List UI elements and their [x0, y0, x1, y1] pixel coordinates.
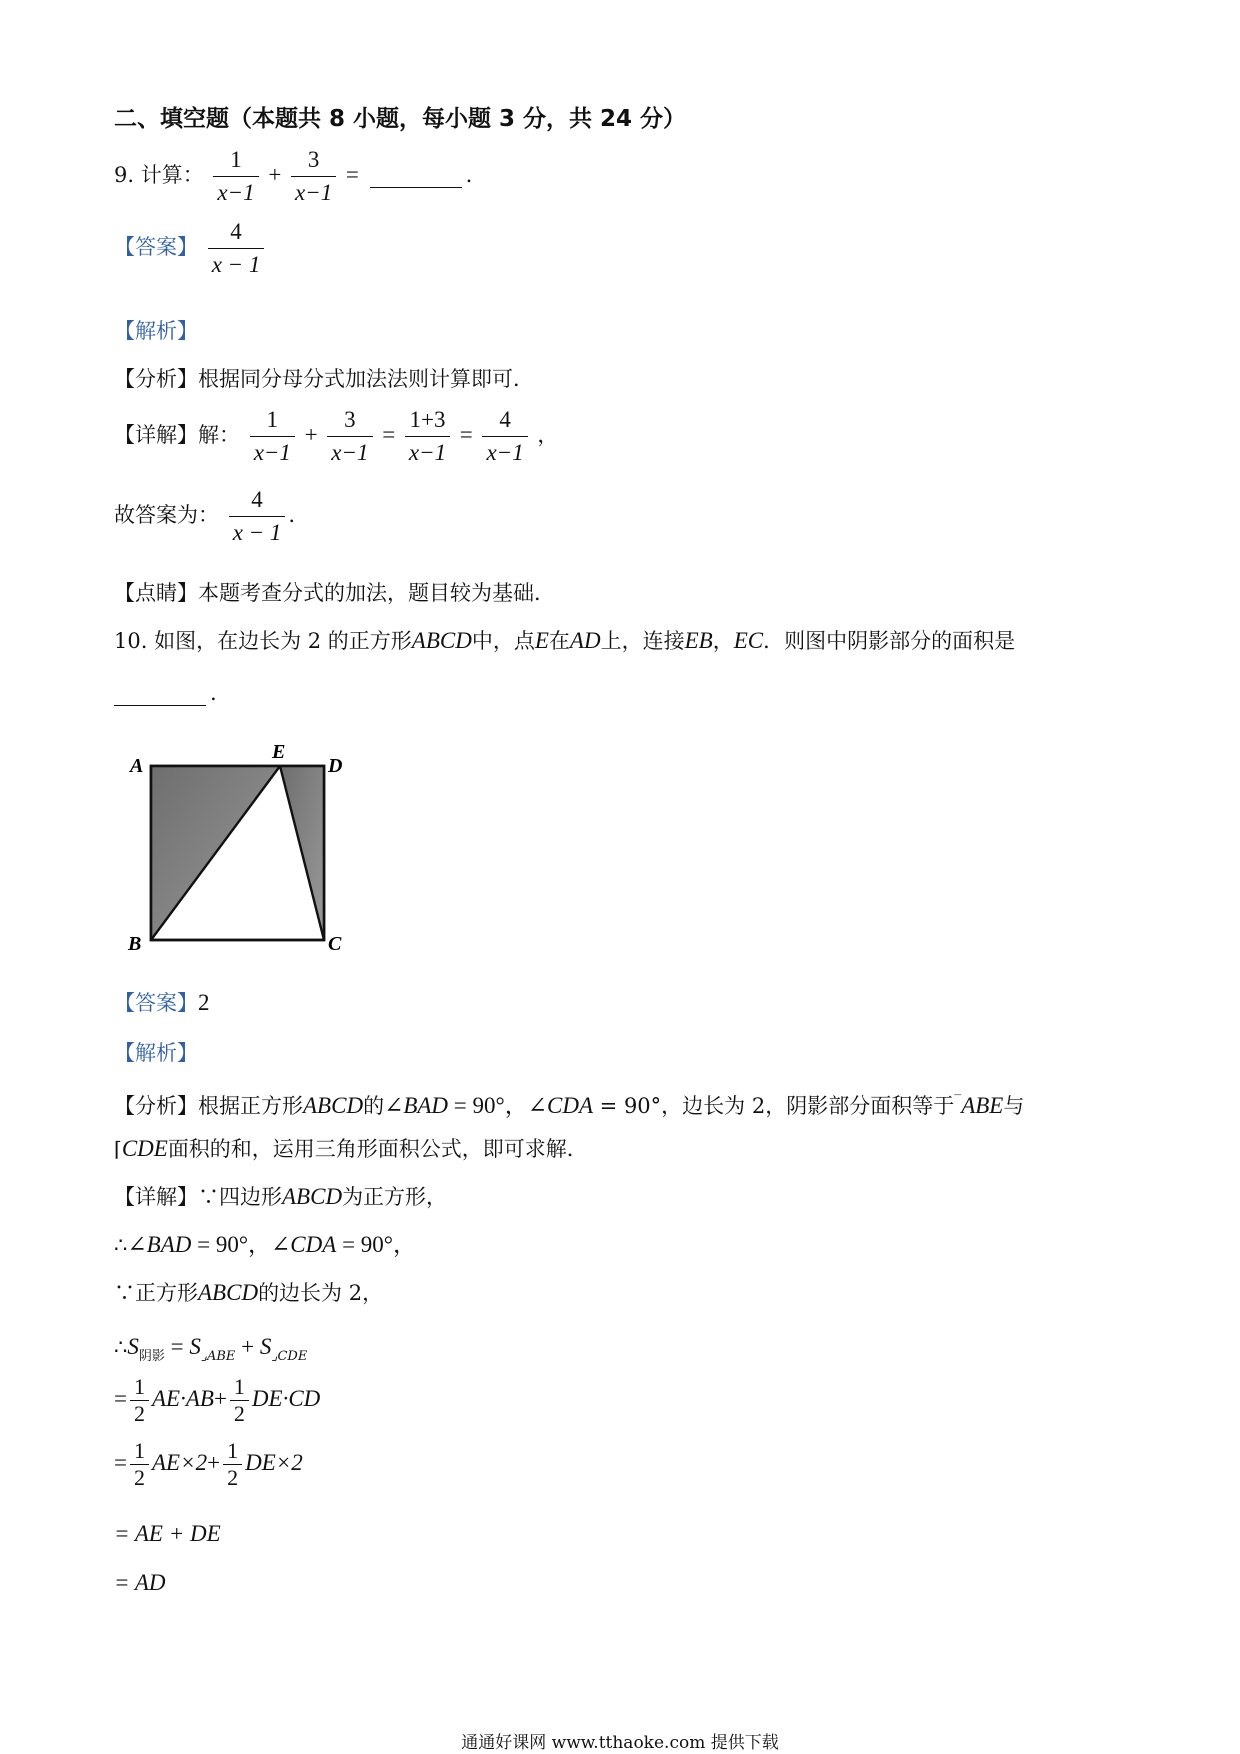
- q10-detail-line-3: ∵正方形ABCD的边长为 2，: [114, 1280, 384, 1305]
- q9-final-fraction: $\frac{4}{x - 1}$: [229, 486, 286, 547]
- half-fraction-1: $\frac{1}{2}$: [130, 1376, 149, 1425]
- q9-equals: =: [345, 162, 359, 187]
- q9-detail-tail: ，: [537, 423, 559, 447]
- q9-fraction-2: $\frac{3}{x-1}$: [291, 146, 336, 207]
- q9-answer-blank: [370, 165, 462, 188]
- q9-fraction-1: $\frac{1}{x-1}$: [213, 146, 258, 207]
- square-figure: [112, 736, 352, 958]
- q10-detail-line-5: = $\frac{1}{2}$ AE·AB+ $\frac{1}{2}$ DE·CD: [114, 1374, 321, 1426]
- q9-detail-frac-1: $\frac{1}{x-1}$: [250, 406, 295, 467]
- q10-detail-line-6: = $\frac{1}{2}$ AE×2+ $\frac{1}{2}$ DE×2: [114, 1438, 303, 1490]
- q10-answer: [114, 988, 210, 1018]
- q9-detail-frac-4: $\frac{4}{x-1}$: [482, 406, 527, 467]
- q9-detail-frac-3: $\frac{1+3}{x-1}$: [405, 406, 450, 467]
- q10-detail-line-1: 【详解】∵四边形ABCD为正方形，: [114, 1184, 448, 1209]
- label-a: A: [130, 755, 144, 777]
- question-10-line-2: .: [114, 678, 217, 708]
- q9-detail-op-1: +: [304, 422, 318, 447]
- q10-detail-line-2: ∴∠BAD = 90°，∠CDA = 90°，: [114, 1232, 416, 1257]
- q9-answer-label: 【答案】: [114, 235, 198, 259]
- q9-detail-frac-2: $\frac{3}{x-1}$: [327, 406, 372, 467]
- q9-final: [114, 486, 295, 547]
- q9-final-tail: .: [288, 503, 296, 527]
- q9-answer: [114, 218, 267, 279]
- q9-detail: [114, 406, 558, 467]
- q9-answer-fraction: $\frac{4}{x - 1}$: [208, 218, 265, 279]
- half-fraction-3: $\frac{1}{2}$: [130, 1440, 149, 1489]
- q10-fenxi: 【分析】根据正方形ABCD的∠BAD = 90°，∠CDA = 90°，边长为 2，阴影部分面积等于‾ABE与: [114, 1093, 1025, 1118]
- q9-fenxi: 【分析】根据同分母分式加法法则计算即可．: [114, 367, 534, 391]
- label-c: C: [328, 933, 342, 955]
- q9-detail-op-2: =: [382, 422, 396, 447]
- triangle-mark-1: ‾: [954, 1093, 962, 1109]
- q9-dianjing: 【点睛】本题考查分式的加法，题目较为基础．: [114, 581, 555, 605]
- q9-tail: .: [465, 163, 473, 187]
- half-fraction-4: $\frac{1}{2}$: [223, 1440, 242, 1489]
- q9-detail-op-3: =: [459, 422, 473, 447]
- q9-jiexi: 【解析】: [114, 319, 198, 343]
- q10-fenxi-line-2: ⌈CDE面积的和，运用三角形面积公式，即可求解．: [114, 1136, 588, 1161]
- q10-detail-line-8: = AD: [114, 1570, 166, 1595]
- label-b: B: [128, 933, 142, 955]
- question-9: [114, 146, 472, 207]
- section-heading: 二、填空题（本题共 8 小题，每小题 3 分，共 24 分）: [114, 106, 687, 132]
- q10-answer-label: 【答案】: [114, 991, 198, 1015]
- q9-detail-label: 【详解】解：: [114, 423, 240, 447]
- label-e: E: [272, 741, 286, 763]
- q9-final-label: 故答案为：: [114, 503, 219, 527]
- q10-answer-blank: [114, 683, 206, 706]
- q10-answer-value: 2: [198, 990, 210, 1015]
- q10-detail-line-4: $\therefore S_{阴影} = S_{⌟ABE} + S_{⌟CDE}$: [114, 1334, 308, 1364]
- q10-detail-line-7: = AE + DE: [114, 1521, 221, 1546]
- q9-label: 9. 计算：: [114, 163, 204, 187]
- q9-plus: +: [268, 162, 282, 187]
- q10-jiexi: 【解析】: [114, 1041, 198, 1065]
- triangle-mark-2: ⌈: [114, 1137, 122, 1161]
- label-d: D: [328, 755, 343, 777]
- page-footer: 通通好课网 www.tthaoke.com 提供下载: [461, 1733, 779, 1753]
- half-fraction-2: $\frac{1}{2}$: [230, 1376, 249, 1425]
- question-10: 10. 如图，在边长为 2 的正方形ABCD中，点E在AD上，连接EB，EC．则图中阴影部分的面积是: [114, 628, 1016, 653]
